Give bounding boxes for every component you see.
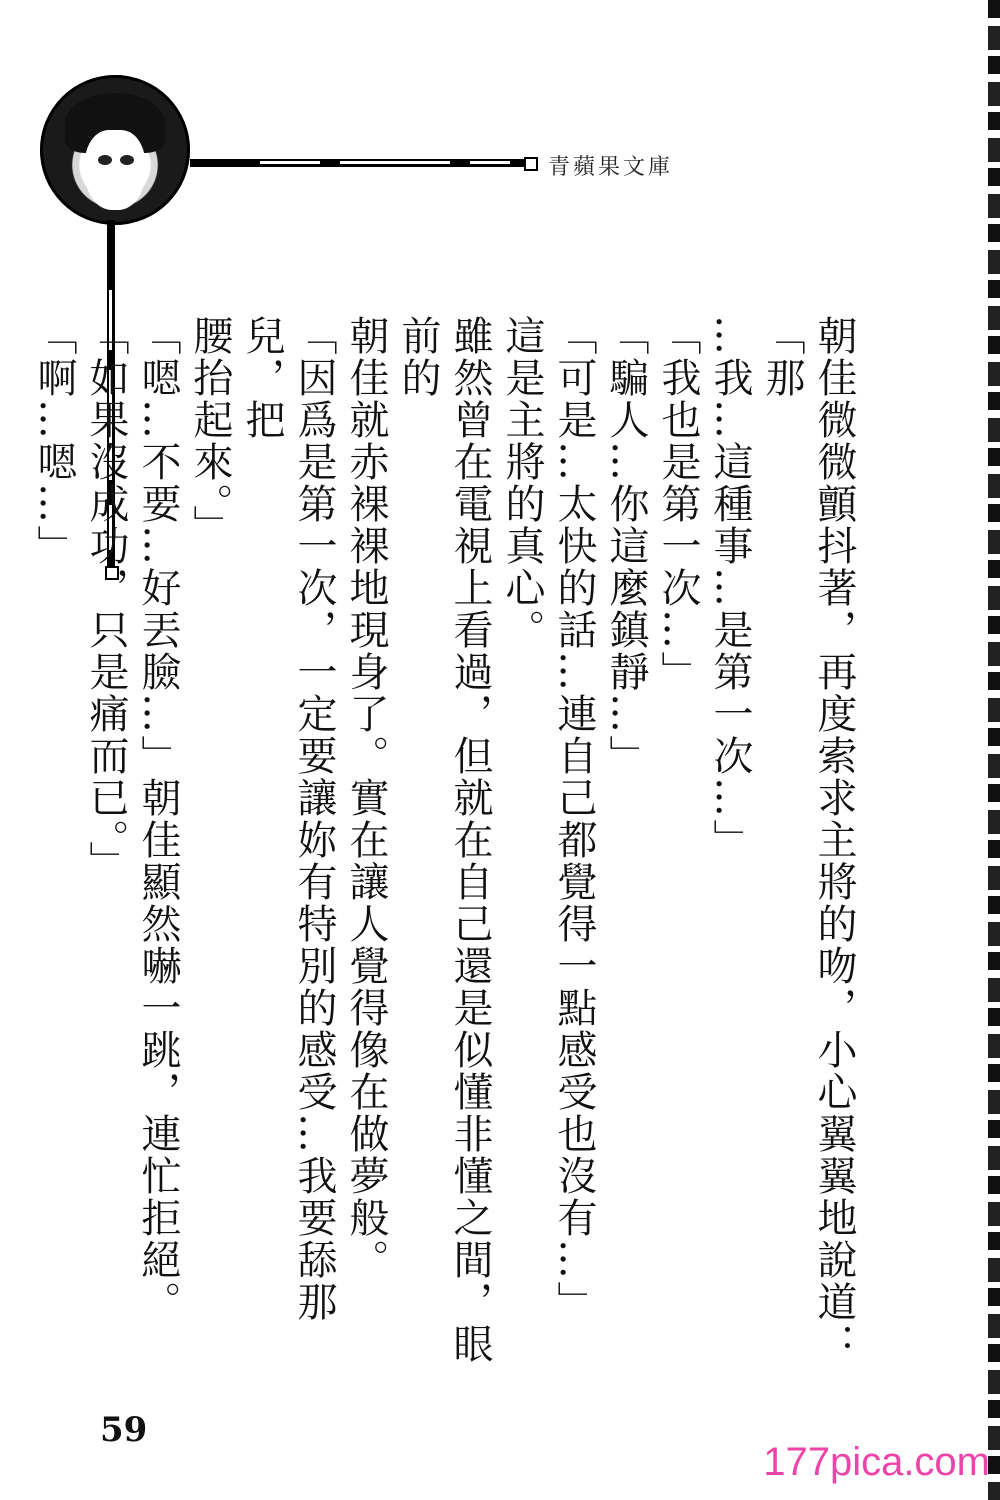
portrait-eye-left <box>98 155 112 165</box>
paragraph: 「因爲是第一次，一定要讓妳有特別的感受…我要舔那兒，把 <box>239 315 337 1323</box>
portrait-eye-right <box>120 155 134 165</box>
paragraph: 「嗯…不要…好丟臉…」朝佳顯然嚇一跳，連忙拒絕。 <box>135 315 181 1323</box>
paragraph: 雖然曾在電視上看過，但就在自己還是似懂非懂之間，眼前的 <box>395 315 493 1365</box>
page-number: 59 <box>100 1410 148 1450</box>
paragraph: 「我也是第一次…」 <box>655 315 701 693</box>
paragraph: 「啊…嗯…」 <box>31 315 77 567</box>
paragraph: 腰抬起來。」 <box>187 315 233 547</box>
paragraph: 朝佳微微顫抖著，再度索求主將的吻，小心翼翼地說道：「那 <box>759 315 857 1365</box>
paragraph: 「如果沒成功，只是痛而已。」 <box>83 315 129 883</box>
paragraph: 「騙人…你這麼鎮靜…」 <box>603 315 649 777</box>
paragraph: …我…這種事…是第一次…」 <box>707 315 753 861</box>
page-edge <box>988 0 1000 1500</box>
watermark: 177pica.com <box>763 1440 990 1484</box>
paragraph: 這是主將的真心。 <box>499 315 545 651</box>
character-portrait <box>40 75 190 225</box>
story-body <box>28 315 860 1365</box>
series-title: 青蘋果文庫 <box>548 155 674 180</box>
header-rule-horizontal <box>190 159 530 167</box>
paragraph: 朝佳就赤裸裸地現身了。實在讓人覺得像在做夢般。 <box>343 315 389 1281</box>
portrait-face <box>85 130 145 210</box>
paragraph: 「可是…太快的話…連自己都覺得一點感受也沒有…」 <box>551 315 597 1323</box>
